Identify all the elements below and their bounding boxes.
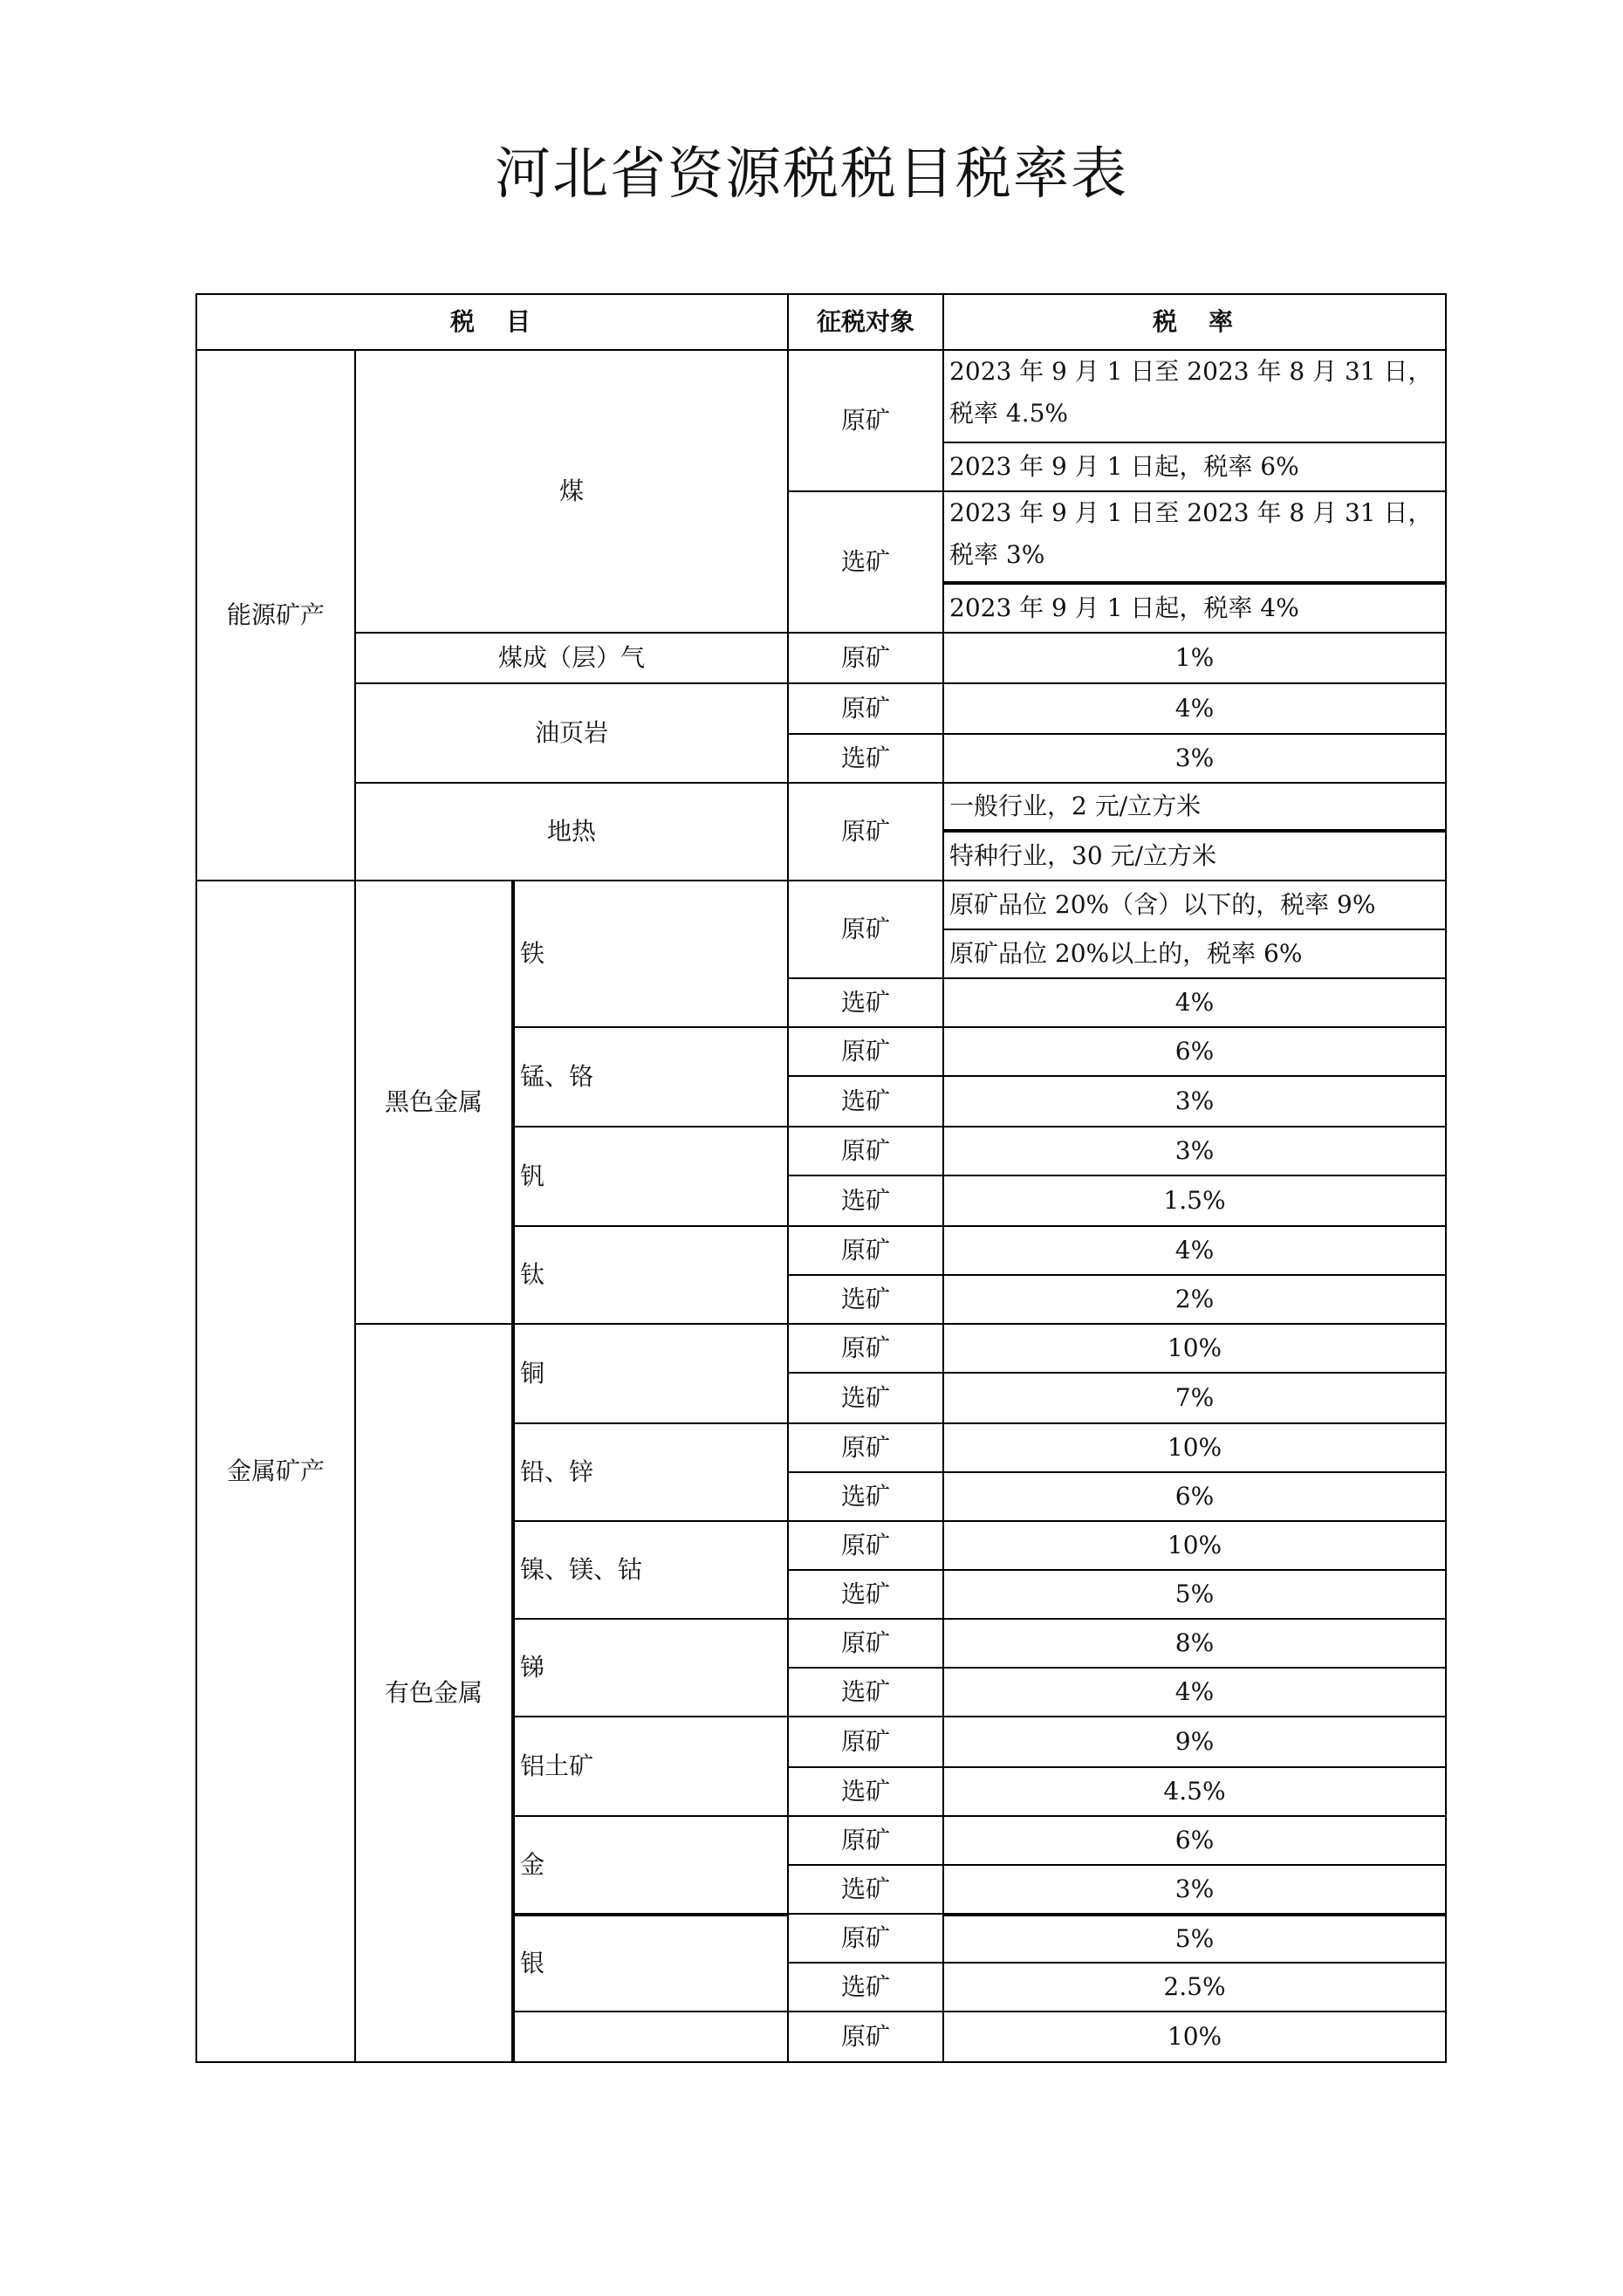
rate-ti-raw: 4% bbox=[942, 1225, 1447, 1276]
object-mn-raw: 原矿 bbox=[787, 1026, 944, 1077]
item-last bbox=[511, 2011, 789, 2063]
object-ti-dressed: 选矿 bbox=[787, 1274, 944, 1325]
object-mn-dressed: 选矿 bbox=[787, 1075, 944, 1127]
rate-ag-raw: 5% bbox=[942, 1913, 1447, 1964]
rate-mn-raw: 6% bbox=[942, 1026, 1447, 1077]
rate-shale-raw: 4% bbox=[942, 682, 1447, 735]
object-ag-raw: 原矿 bbox=[787, 1913, 944, 1964]
item-cu: 铜 bbox=[511, 1323, 789, 1424]
item-pb-zn: 铅、锌 bbox=[511, 1422, 789, 1522]
rate-ni-dressed: 5% bbox=[942, 1569, 1447, 1620]
rate-v-raw: 3% bbox=[942, 1126, 1447, 1176]
rate-coal-raw-1: 2023 年 9 月 1 日至 2023 年 8 月 31 日，税率 4.5% bbox=[942, 349, 1447, 443]
rate-al-dressed: 4.5% bbox=[942, 1766, 1447, 1817]
item-sb: 锑 bbox=[511, 1618, 789, 1717]
object-cu-dressed: 选矿 bbox=[787, 1372, 944, 1424]
item-iron: 铁 bbox=[511, 880, 789, 1028]
object-coal-raw: 原矿 bbox=[787, 349, 944, 492]
rate-geo-2: 特种行业，30 元/立方米 bbox=[942, 831, 1447, 881]
rate-iron-dressed: 4% bbox=[942, 977, 1447, 1028]
rate-cu-raw: 10% bbox=[942, 1323, 1447, 1374]
item-cbm: 煤成（层）气 bbox=[354, 632, 789, 684]
object-al-dressed: 选矿 bbox=[787, 1766, 944, 1817]
rate-ni-raw: 10% bbox=[942, 1520, 1447, 1571]
rate-iron-raw-1: 原矿品位 20%（含）以下的，税率 9% bbox=[942, 880, 1447, 930]
object-last-raw: 原矿 bbox=[787, 2011, 944, 2063]
rate-cbm: 1% bbox=[942, 632, 1447, 684]
category-energy: 能源矿产 bbox=[195, 349, 356, 881]
object-v-raw: 原矿 bbox=[787, 1126, 944, 1176]
object-geo-raw: 原矿 bbox=[787, 782, 944, 881]
category-metal: 金属矿产 bbox=[195, 880, 356, 2063]
item-shale: 油页岩 bbox=[354, 682, 789, 784]
rate-sb-raw: 8% bbox=[942, 1618, 1447, 1669]
rate-coal-dressed-2: 2023 年 9 月 1 日起，税率 4% bbox=[942, 583, 1447, 634]
rate-shale-dressed: 3% bbox=[942, 733, 1447, 784]
object-cu-raw: 原矿 bbox=[787, 1323, 944, 1374]
item-ni-mg-co: 镍、镁、钴 bbox=[511, 1520, 789, 1620]
object-ni-dressed: 选矿 bbox=[787, 1569, 944, 1620]
header-rate: 税 率 bbox=[942, 293, 1447, 351]
rate-v-dressed: 1.5% bbox=[942, 1175, 1447, 1227]
rate-geo-1: 一般行业，2 元/立方米 bbox=[942, 782, 1447, 833]
item-geo: 地热 bbox=[354, 782, 789, 881]
item-v: 钒 bbox=[511, 1126, 789, 1227]
object-sb-raw: 原矿 bbox=[787, 1618, 944, 1669]
item-mn-cr: 锰、铬 bbox=[511, 1026, 789, 1127]
rate-cu-dressed: 7% bbox=[942, 1372, 1447, 1424]
object-shale-dressed: 选矿 bbox=[787, 733, 944, 784]
object-shale-raw: 原矿 bbox=[787, 682, 944, 735]
item-ag: 银 bbox=[511, 1913, 789, 2012]
object-pb-dressed: 选矿 bbox=[787, 1471, 944, 1522]
object-au-raw: 原矿 bbox=[787, 1815, 944, 1866]
rate-au-dressed: 3% bbox=[942, 1864, 1447, 1915]
rate-sb-dressed: 4% bbox=[942, 1667, 1447, 1717]
item-au: 金 bbox=[511, 1815, 789, 1915]
category-ferrous: 黑色金属 bbox=[354, 880, 513, 1325]
rate-au-raw: 6% bbox=[942, 1815, 1447, 1866]
rate-mn-dressed: 3% bbox=[942, 1075, 1447, 1127]
object-sb-dressed: 选矿 bbox=[787, 1667, 944, 1717]
header-object: 征税对象 bbox=[787, 293, 944, 351]
header-item: 税 目 bbox=[195, 293, 789, 351]
object-au-dressed: 选矿 bbox=[787, 1864, 944, 1915]
object-cbm-raw: 原矿 bbox=[787, 632, 944, 684]
rate-iron-raw-2: 原矿品位 20%以上的，税率 6% bbox=[942, 929, 1447, 979]
page-title: 河北省资源税税目税率表 bbox=[495, 142, 1128, 207]
rate-last-raw: 10% bbox=[942, 2011, 1447, 2063]
category-nonferrous: 有色金属 bbox=[354, 1323, 513, 2063]
item-coal: 煤 bbox=[354, 349, 789, 634]
object-al-raw: 原矿 bbox=[787, 1716, 944, 1768]
rate-coal-raw-2: 2023 年 9 月 1 日起，税率 6% bbox=[942, 442, 1447, 492]
rate-pb-raw: 10% bbox=[942, 1422, 1447, 1473]
object-coal-dressed: 选矿 bbox=[787, 490, 944, 634]
object-pb-raw: 原矿 bbox=[787, 1422, 944, 1473]
rate-ag-dressed: 2.5% bbox=[942, 1962, 1447, 2012]
rate-pb-dressed: 6% bbox=[942, 1471, 1447, 1522]
rate-coal-dressed-1: 2023 年 9 月 1 日至 2023 年 8 月 31 日，税率 3% bbox=[942, 490, 1447, 585]
object-ni-raw: 原矿 bbox=[787, 1520, 944, 1571]
object-iron-raw: 原矿 bbox=[787, 880, 944, 979]
object-iron-dressed: 选矿 bbox=[787, 977, 944, 1028]
rate-al-raw: 9% bbox=[942, 1716, 1447, 1768]
item-al: 铝土矿 bbox=[511, 1716, 789, 1817]
object-ag-dressed: 选矿 bbox=[787, 1962, 944, 2012]
rate-ti-dressed: 2% bbox=[942, 1274, 1447, 1325]
item-ti: 钛 bbox=[511, 1225, 789, 1325]
object-ti-raw: 原矿 bbox=[787, 1225, 944, 1276]
object-v-dressed: 选矿 bbox=[787, 1175, 944, 1227]
